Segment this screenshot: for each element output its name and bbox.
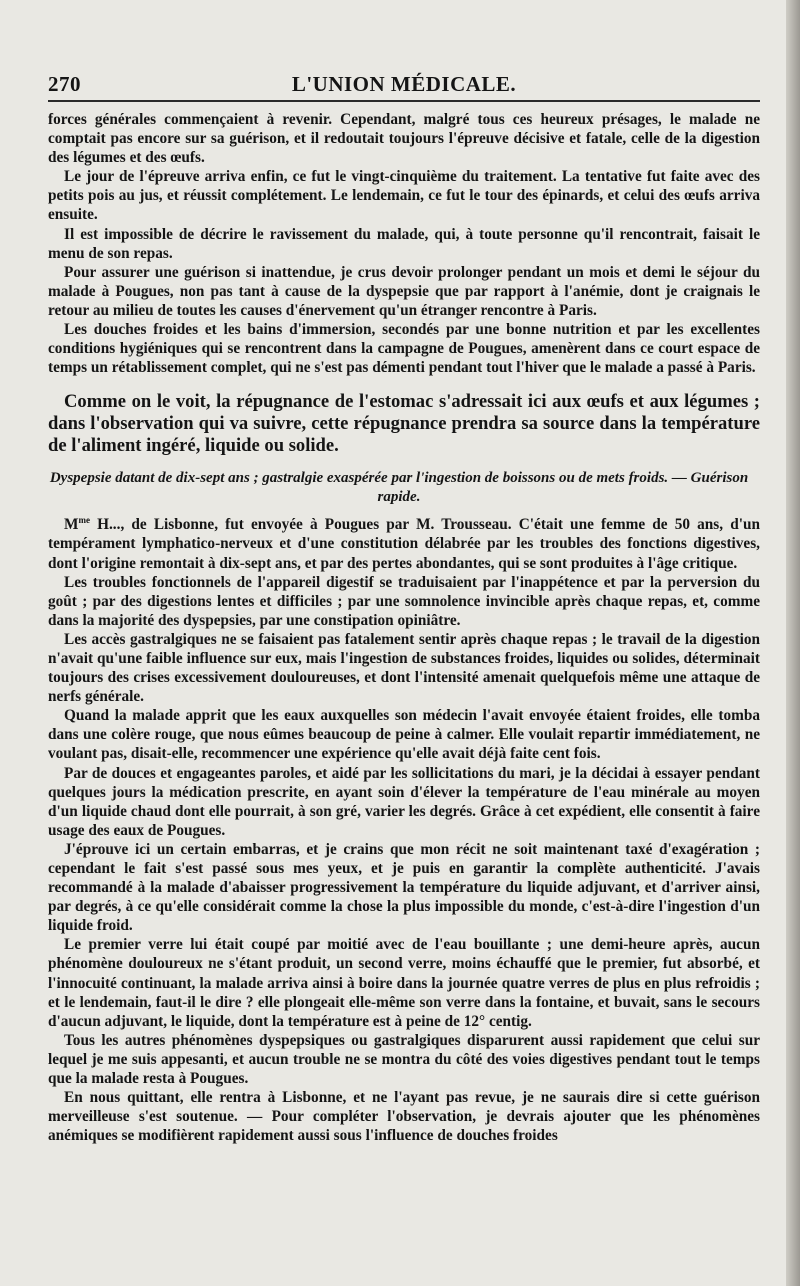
article-body — [48, 110, 760, 377]
page-edge-shadow — [786, 0, 800, 1286]
header-rule — [48, 100, 760, 102]
paragraph: forces générales commençaient à revenir. Cependant, malgré tous ces heureux présages, le malade ne comptait pas encore sur sa guérison, et il redoutait toujours l'épreuve décisive et fatale, celle de la digestion des légumes et des œufs. — [48, 111, 760, 167]
title-prefix: M — [64, 516, 79, 534]
paragraph: J'éprouve ici un certain embarras, et je crains que mon récit ne soit maintenant taxé d'exagération ; cependant le fait s'est passé sous mes yeux, et je puis en garantir la complète authenticité. J'avais recommandé à la malade d'abaisser progressivement la température du liquide adjuvant, et d'arriver ainsi, par degrés, à ce qu'elle considérait comme la chose la plus impossible du monde, c'est-à-dire l'ingestion d'un liquide froid. — [48, 840, 760, 935]
paragraph: Les troubles fonctionnels de l'appareil digestif se traduisaient par l'inappétence et par la perversion du goût ; par des digestions lentes et difficiles ; par une somnolence invincible après chaque repas, et, comme dans la majorité des dyspepsies, par une constipation opiniâtre. — [48, 573, 760, 629]
paragraph — [48, 515, 760, 572]
paragraph: Le jour de l'épreuve arriva enfin, ce fut le vingt-cinquième du traitement. La tentative fut faite avec des petits pois au jus, et réussit complétement. Le lendemain, ce fut le tour des épinards, et celui des œufs arriva ensuite. — [48, 168, 760, 224]
paragraph: Par de douces et engageantes paroles, et aidé par les sollicitations du mari, je la décidai à essayer pendant quelques jours la médication prescrite, en ayant soin d'élever la température de l'eau minérale au moyen d'un liquide chaud dont elle pourrait, à son gré, varier les degrés. Grâce à cet expédient, elle consentit à faire usage des eaux de Pougues. — [48, 764, 760, 839]
paragraph: Les douches froides et les bains d'immersion, secondés par une bonne nutrition et par les excellentes conditions hygiéniques qui se rencontrent dans la campagne de Pougues, amenèrent dans ce court espace de temps un rétablissement complet, qui ne s'est pas démenti pendant tout l'hiver que le malade a passé à Paris. — [48, 321, 760, 377]
summary-paragraph: Comme on le voit, la répugnance de l'estomac s'adressait ici aux œufs et aux légumes ; dans l'observation qui va suivre, cette répugnance prendra sa source dans la température de l'aliment ingéré, liquide ou solide. — [48, 391, 760, 457]
paragraph: Tous les autres phénomènes dyspepsiques ou gastralgiques disparurent aussi rapidement que celui sur lequel je me suis appesanti, et aucun trouble ne se montra du côté des voies digestives pendant tout le temps que la malade resta à Pougues. — [48, 1031, 760, 1088]
paragraph: Pour assurer une guérison si inattendue, je crus devoir prolonger pendant un mois et demi le séjour du malade à Pougues, non pas tant à cause de la dyspepsie que par rapport à l'anémie, dont je craignais le retour au milieu de toutes les causes d'énervement qu'un étranger rencontre à Paris. — [48, 263, 760, 319]
page-number: 270 — [48, 72, 81, 96]
title-superscript: me — [78, 515, 90, 526]
paragraph: En nous quittant, elle rentra à Lisbonne, et ne l'ayant pas revue, je ne saurais dire si cette guérison merveilleuse s'est soutenue. — Pour compléter l'observation, je devrais ajouter que les phénomènes anémiques se modifièrent rapidement aussi sous l'influence de douches froides — [48, 1089, 760, 1145]
page-header — [48, 62, 760, 94]
paragraph-text: H..., de Lisbonne, fut envoyée à Pougues par M. Trousseau. C'était une femme de 50 ans, d'un tempérament lymphatico-nerveux et d'une constitution délabrée par les troubles des fonctions digestives, dont l'origine remontait à dix-sept ans, et par des pertes abondantes, qui se sont produites à l'âge critique. — [48, 516, 760, 572]
case-body — [48, 515, 760, 1145]
paragraph: Le premier verre lui était coupé par moitié avec de l'eau bouillante ; une demi-heure après, aucun phénomène douloureux ne s'étant produit, un second verre, moins échauffé que le premier, fut absorbé, et l'innocuité continuant, la malade arriva ainsi à boire dans la journée quatre verres de plus en plus refroidis ; et le lendemain, faut-il le dire ? elle plongeait elle-même son verre dans la fontaine, et buvait, sans le secours d'aucun adjuvant, le liquide, dont la température est à peine de 12° centig. — [48, 936, 760, 1030]
paragraph: Les accès gastralgiques ne se faisaient pas fatalement sentir après chaque repas ; le travail de la digestion n'avait qu'une faible influence sur eux, mais l'ingestion de substances froides, liquides ou solides, déterminait toujours des crises excessivement douloureuses, et dont l'intensité amenait quelquefois même une attaque de nerfs générale. — [48, 630, 760, 706]
case-title: Dyspepsie datant de dix-sept ans ; gastralgie exaspérée par l'ingestion de boissons ou de mets froids. — Guérison rapide. — [49, 470, 749, 506]
paragraph: Il est impossible de décrire le ravissement du malade, qui, à toute personne qu'il rencontrait, faisait le menu de son repas. — [48, 225, 760, 262]
running-title: L'UNION MÉDICALE. — [291, 72, 517, 96]
summary-block — [48, 391, 760, 457]
paragraph: Quand la malade apprit que les eaux auxquelles son médecin l'avait envoyée étaient froides, elle tomba dans une colère rouge, que nous eûmes beaucoup de peine à calmer. Elle voulait repartir immédiatement, ne voulant pas, disait-elle, recommencer une expérience qu'elle avait déjà faite cent fois. — [48, 707, 760, 763]
